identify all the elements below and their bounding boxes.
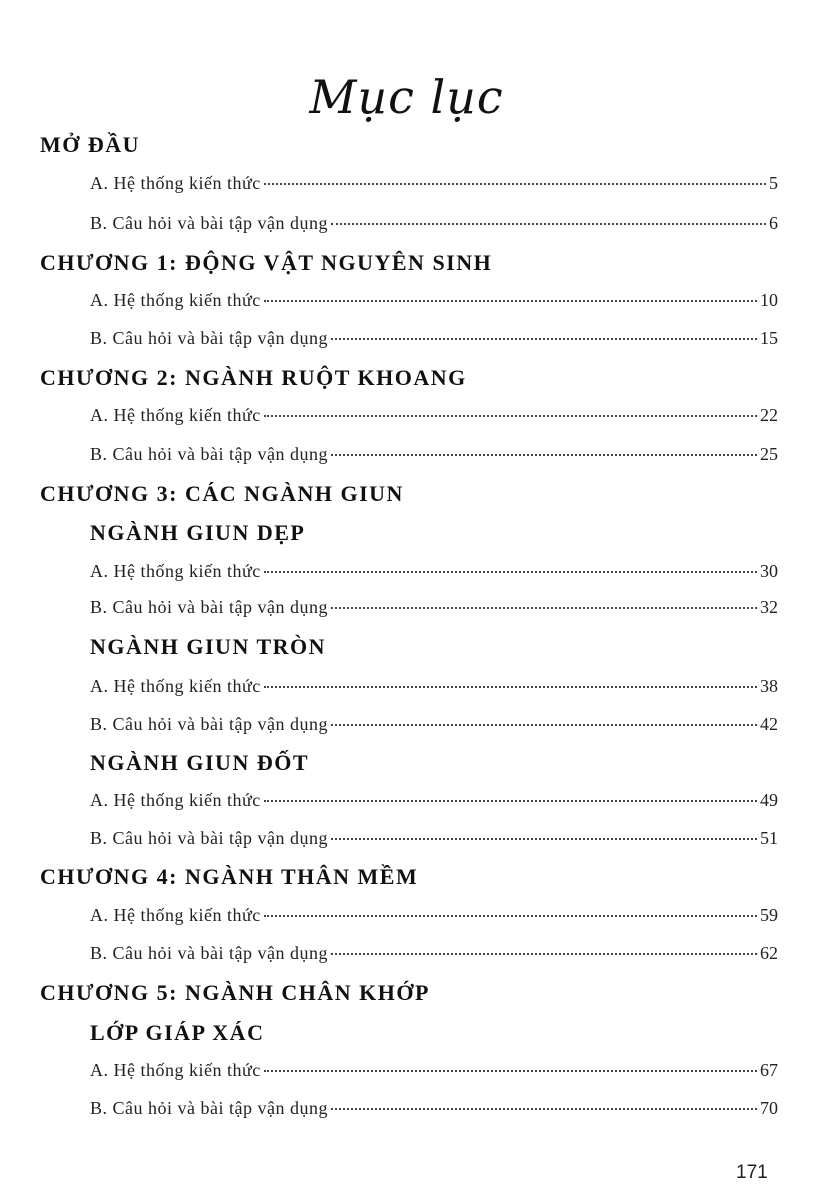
entry-page: 38 [760, 676, 778, 696]
entry-label: B. Câu hỏi và bài tập vận dụng [90, 828, 328, 848]
subsection-heading: NGÀNH GIUN TRÒN [90, 634, 327, 659]
entry-page: 70 [760, 1098, 778, 1118]
entry-label: B. Câu hỏi và bài tập vận dụng [90, 328, 328, 348]
entry-label: A. Hệ thống kiến thức [90, 790, 261, 810]
entry-page: 59 [760, 905, 778, 925]
entry-label: B. Câu hỏi và bài tập vận dụng [90, 597, 328, 617]
page-number: 171 [736, 1162, 768, 1183]
section-heading: CHƯƠNG 2: NGÀNH RUỘT KHOANG [40, 365, 467, 390]
entry-page: 49 [760, 790, 778, 810]
toc-entry [90, 905, 778, 926]
section-heading: CHƯƠNG 1: ĐỘNG VẬT NGUYÊN SINH [40, 250, 493, 275]
dot-leader [264, 1070, 757, 1072]
entry-label: A. Hệ thống kiến thức [90, 561, 261, 581]
dot-leader [331, 223, 766, 225]
toc-entry [90, 943, 778, 964]
dot-leader [264, 300, 757, 302]
dot-leader [331, 724, 757, 726]
toc-entry [90, 213, 778, 234]
entry-label: B. Câu hỏi và bài tập vận dụng [90, 1098, 328, 1118]
toc-entry [90, 405, 778, 426]
entry-page: 67 [760, 1060, 778, 1080]
entry-label: A. Hệ thống kiến thức [90, 905, 261, 925]
dot-leader [264, 183, 766, 185]
toc-entry [90, 173, 778, 194]
dot-leader [331, 1108, 757, 1110]
section-heading: CHƯƠNG 3: CÁC NGÀNH GIUN [40, 481, 404, 506]
dot-leader [264, 415, 757, 417]
toc-entry [90, 1060, 778, 1081]
entry-label: A. Hệ thống kiến thức [90, 676, 261, 696]
toc-entry [90, 561, 778, 582]
entry-label: B. Câu hỏi và bài tập vận dụng [90, 714, 328, 734]
toc-entry [90, 714, 778, 735]
dot-leader [331, 953, 757, 955]
entry-page: 42 [760, 714, 778, 734]
entry-label: A. Hệ thống kiến thức [90, 290, 261, 310]
subsection-heading: NGÀNH GIUN DẸP [90, 520, 306, 545]
entry-page: 10 [760, 290, 778, 310]
dot-leader [264, 800, 757, 802]
page-title: Mục lục [309, 70, 504, 124]
toc-entry [90, 444, 778, 465]
section-heading: CHƯƠNG 4: NGÀNH THÂN MỀM [40, 864, 419, 889]
entry-page: 6 [769, 213, 778, 233]
dot-leader [331, 607, 757, 609]
dot-leader [331, 454, 757, 456]
entry-page: 25 [760, 444, 778, 464]
entry-page: 22 [760, 405, 778, 425]
entry-label: A. Hệ thống kiến thức [90, 405, 261, 425]
toc-entry [90, 790, 778, 811]
entry-page: 32 [760, 597, 778, 617]
dot-leader [331, 338, 757, 340]
subsection-heading: LỚP GIÁP XÁC [90, 1020, 265, 1045]
dot-leader [264, 686, 757, 688]
dot-leader [331, 838, 757, 840]
toc-entry [90, 828, 778, 849]
entry-page: 5 [769, 173, 778, 193]
entry-page: 62 [760, 943, 778, 963]
entry-page: 51 [760, 828, 778, 848]
entry-label: B. Câu hỏi và bài tập vận dụng [90, 213, 328, 233]
toc-entry [90, 328, 778, 349]
dot-leader [264, 571, 757, 573]
toc-entry [90, 290, 778, 311]
dot-leader [264, 915, 757, 917]
entry-page: 15 [760, 328, 778, 348]
toc-entry [90, 597, 778, 618]
section-heading: CHƯƠNG 5: NGÀNH CHÂN KHỚP [40, 980, 430, 1005]
entry-label: B. Câu hỏi và bài tập vận dụng [90, 444, 328, 464]
subsection-heading: NGÀNH GIUN ĐỐT [90, 750, 310, 775]
entry-label: A. Hệ thống kiến thức [90, 1060, 261, 1080]
entry-label: B. Câu hỏi và bài tập vận dụng [90, 943, 328, 963]
entry-page: 30 [760, 561, 778, 581]
toc-entry [90, 1098, 778, 1119]
section-heading: MỞ ĐẦU [40, 132, 141, 157]
toc-entry [90, 676, 778, 697]
entry-label: A. Hệ thống kiến thức [90, 173, 261, 193]
